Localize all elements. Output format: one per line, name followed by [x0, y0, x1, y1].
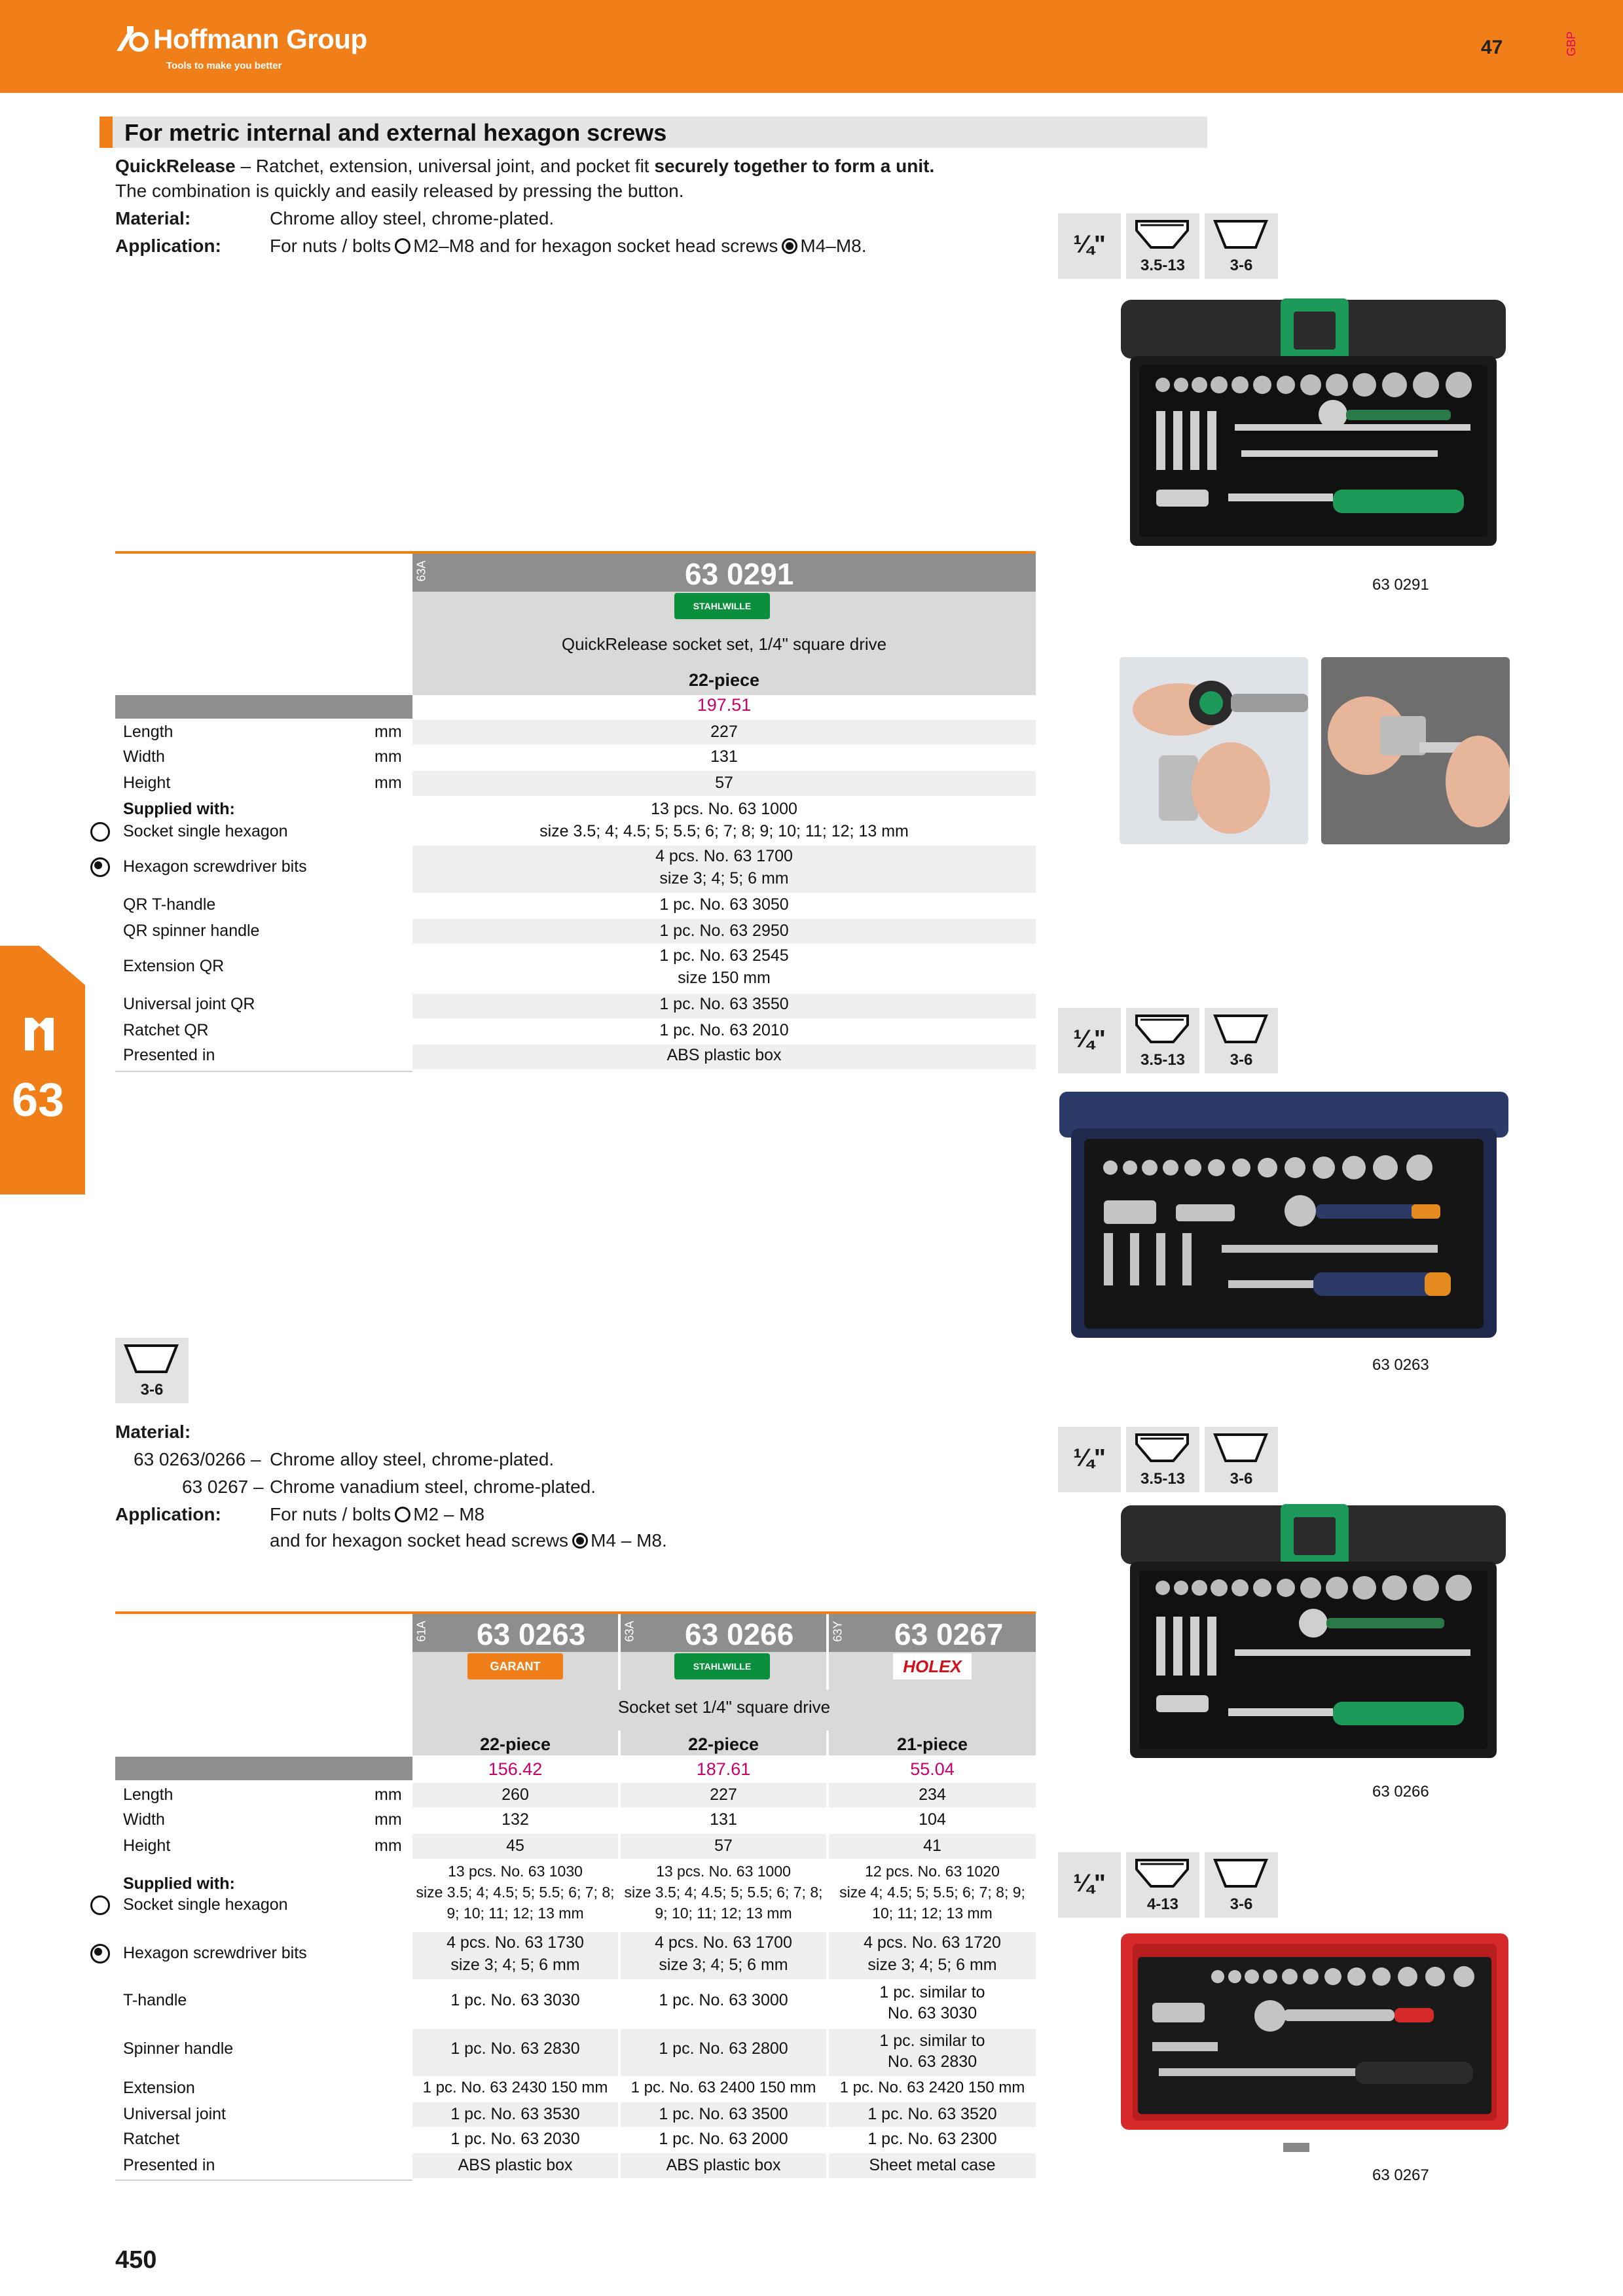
application-mid: M2–M8 and for hexagon socket head screws [413, 236, 778, 256]
application-value [270, 236, 867, 257]
app2-pre: For nuts / bolts [270, 1504, 392, 1524]
application2-label: Application: [115, 1504, 221, 1524]
col3-socket-3: 10; 11; 12; 13 mm [872, 1905, 993, 1922]
col3-ratchet: 1 pc. No. 63 2300 [867, 2130, 997, 2148]
brand-name: Hoffmann Group [153, 24, 367, 54]
col2-bits-1: 4 pcs. No. 63 1700 [655, 1933, 792, 1952]
internal-hex-icon [90, 1944, 110, 1964]
col1-extension: 1 pc. No. 63 2430 150 mm [422, 2079, 608, 2096]
col2-width: 131 [710, 1810, 737, 1829]
table1-code[interactable]: 63 0291 [685, 557, 794, 591]
t2-width-unit: mm [374, 1810, 402, 1829]
bit-range: 3-6 [140, 1381, 164, 1399]
col2-price: 187.61 [696, 1759, 751, 1779]
col2-ratchet: 1 pc. No. 63 2000 [659, 2130, 788, 2148]
bit-hex-icon [1213, 1432, 1269, 1465]
brand-tagline: Tools to make you better [166, 60, 282, 71]
t2-length-label: Length [123, 1785, 173, 1804]
drive-icons-1 [1058, 213, 1283, 279]
hex-range: 3.5-13 [1140, 257, 1186, 274]
height-unit: mm [374, 774, 402, 792]
intro-line-2: The combination is quickly and easily released by pressing the button. [115, 181, 684, 201]
uj-label: Universal joint QR [123, 995, 255, 1013]
socket-value-1: 13 pcs. No. 63 1000 [651, 800, 797, 818]
col1-ujoint: 1 pc. No. 63 3530 [450, 2105, 580, 2123]
table1-bottom-rule [115, 1071, 412, 1072]
application-end: M4–M8. [800, 236, 867, 256]
t2-spinner-label: Spinner handle [123, 2039, 234, 2058]
app2-pre-2: and for hexagon socket head screws [270, 1530, 569, 1551]
t2-bits-label: Hexagon screwdriver bits [123, 1944, 307, 1962]
socket-hex-icon [1134, 1432, 1190, 1465]
external-hex-icon [395, 1507, 410, 1522]
t2-socket-label: Socket single hexagon [123, 1895, 288, 1914]
pres-label: Presented in [123, 1046, 215, 1064]
col3-thandle-1: 1 pc. similar to [879, 1983, 985, 2001]
material2-code-1: 63 0263/0266 – [134, 1449, 261, 1469]
t2-height-label: Height [123, 1837, 171, 1855]
table1-title: QuickRelease socket set, 1/4" square drive [561, 634, 887, 654]
col2-bits-2: size 3; 4; 5; 6 mm [659, 1956, 788, 1974]
col3-code[interactable]: 63 0267 [894, 1617, 1004, 1651]
section-title: For metric internal and external hexagon screws [124, 119, 667, 146]
col3-width: 104 [919, 1810, 946, 1829]
t2-supplied-label: Supplied with: [123, 1874, 235, 1893]
col1-length: 260 [501, 1785, 529, 1804]
t2-length-unit: mm [374, 1785, 402, 1804]
drive-size: ¼" [1073, 1026, 1106, 1053]
col1-vert-code: 61A [414, 1621, 428, 1642]
col1-spinner: 1 pc. No. 63 2830 [450, 2039, 580, 2058]
qrs-label: QR spinner handle [123, 922, 260, 940]
usage-photo-ratchet [1120, 657, 1308, 844]
col1-socket-1: 13 pcs. No. 63 1030 [448, 1863, 583, 1880]
supplied-label: Supplied with: [123, 800, 235, 818]
col1-bits-1: 4 pcs. No. 63 1730 [447, 1933, 584, 1952]
material-label: Material: [115, 208, 191, 228]
external-hex-icon [90, 1895, 110, 1915]
bits-value-2: size 3; 4; 5; 6 mm [659, 869, 789, 888]
bit-range: 3-6 [1230, 1470, 1253, 1488]
drive-icons-3 [1058, 1427, 1283, 1492]
col2-pieces: 22-piece [687, 1734, 759, 1754]
table2-title: Socket set 1/4" square drive [617, 1697, 831, 1717]
bits-label: Hexagon screwdriver bits [123, 857, 307, 876]
col2-ujoint: 1 pc. No. 63 3500 [659, 2105, 788, 2123]
width-label: Width [123, 747, 165, 766]
col2-code[interactable]: 63 0266 [685, 1617, 794, 1651]
t2-ratchet-label: Ratchet [123, 2130, 180, 2148]
bit-hex-icon [1213, 1857, 1269, 1890]
socket-value-2: size 3.5; 4; 4.5; 5; 5.5; 6; 7; 8; 9; 10; 11; 12; 13 mm [539, 822, 909, 840]
col3-pieces: 21-piece [896, 1734, 968, 1754]
intro-rest: – Ratchet, extension, universal joint, and pocket fit [235, 156, 655, 176]
drive-size: ¼" [1073, 231, 1106, 259]
col1-height: 45 [506, 1837, 524, 1855]
col2-length: 227 [710, 1785, 737, 1804]
app2-end: M2 – M8 [413, 1504, 485, 1524]
usage-photo-extension [1321, 657, 1510, 844]
bit-hex-icon [123, 1343, 179, 1376]
external-hex-icon [395, 238, 410, 254]
col2-socket-2: size 3.5; 4; 4.5; 5; 5.5; 6; 7; 8; [624, 1884, 823, 1901]
col3-socket-2: size 4; 4.5; 5; 5.5; 6; 7; 8; 9; [839, 1884, 1025, 1901]
product-photo-630291[interactable] [1117, 293, 1510, 555]
col3-brand-logo: HOLEX [893, 1653, 972, 1679]
page-number-top: 47 [1481, 37, 1503, 58]
table1-left-bar [115, 695, 412, 719]
col2-socket-3: 9; 10; 11; 12; 13 mm [655, 1905, 792, 1922]
col1-price: 156.42 [488, 1759, 543, 1779]
width-unit: mm [374, 747, 402, 766]
photo-caption-1: 63 0291 [1372, 576, 1429, 594]
drive-size: ¼" [1073, 1870, 1106, 1897]
socket-hex-icon [1134, 1857, 1190, 1890]
qrs-value: 1 pc. No. 63 2950 [659, 922, 789, 940]
internal-hex-icon [572, 1533, 588, 1549]
internal-hex-icon [90, 857, 110, 877]
width-value: 131 [710, 747, 738, 766]
table1-vert-code: 63A [414, 560, 428, 582]
internal-hex-icon [782, 238, 797, 254]
length-unit: mm [374, 723, 402, 741]
length-value: 227 [710, 723, 738, 741]
app2-end-2: M4 – M8. [591, 1530, 667, 1551]
hex-range: 4-13 [1146, 1895, 1179, 1913]
col3-height: 41 [923, 1837, 941, 1855]
photo-caption-2: 63 0263 [1372, 1356, 1429, 1374]
uj-value: 1 pc. No. 63 3550 [659, 995, 789, 1013]
material2-value-1: Chrome alloy steel, chrome-plated. [270, 1449, 555, 1469]
col2-height: 57 [714, 1837, 733, 1855]
hoffmann-logo-icon [115, 24, 155, 52]
bit-range: 3-6 [1230, 1051, 1253, 1069]
table1-pieces: 22-piece [688, 670, 760, 690]
col3-thandle-2: No. 63 3030 [887, 2004, 977, 2022]
col1-thandle: 1 pc. No. 63 3030 [450, 1991, 580, 2009]
section-title-bar [100, 117, 1207, 148]
col3-vert-code: 63Y [831, 1621, 845, 1642]
page-number: 450 [115, 2246, 157, 2274]
col3-length: 234 [919, 1785, 946, 1804]
col3-presented: Sheet metal case [869, 2156, 996, 2174]
t2-thandle-label: T-handle [123, 1991, 187, 2009]
col3-spinner-1: 1 pc. similar to [879, 2032, 985, 2050]
col2-brand-logo: STAHLWILLE [674, 1653, 770, 1679]
material2-value-2: Chrome vanadium steel, chrome-plated. [270, 1477, 596, 1497]
photo-caption-3: 63 0266 [1372, 1783, 1429, 1801]
col2-spinner: 1 pc. No. 63 2800 [659, 2039, 788, 2058]
length-label: Length [123, 723, 173, 741]
product-photo-630266[interactable] [1117, 1499, 1510, 1767]
t2-extension-label: Extension [123, 2079, 195, 2097]
col1-bits-2: size 3; 4; 5; 6 mm [450, 1956, 580, 1974]
col3-spinner-2: No. 63 2830 [887, 2053, 977, 2071]
t2-width-label: Width [123, 1810, 165, 1829]
socket-hex-icon [1134, 1013, 1190, 1046]
pres-value: ABS plastic box [666, 1046, 782, 1064]
col1-socket-3: 9; 10; 11; 12; 13 mm [447, 1905, 584, 1922]
intro-bold: QuickRelease [115, 156, 236, 176]
col1-socket-2: size 3.5; 4; 4.5; 5; 5.5; 6; 7; 8; [416, 1884, 615, 1901]
col2-socket-1: 13 pcs. No. 63 1000 [656, 1863, 791, 1880]
col3-price: 55.04 [910, 1759, 955, 1779]
external-hex-icon [90, 822, 110, 842]
col3-bits-1: 4 pcs. No. 63 1720 [864, 1933, 1001, 1952]
table2-bottom-rule [115, 2179, 412, 2181]
chapter-tab [0, 946, 85, 1194]
bit-icon-section2 [115, 1338, 189, 1403]
application2-line-2 [270, 1530, 667, 1551]
col1-width: 132 [501, 1810, 529, 1829]
table2-left-bar [115, 1757, 412, 1780]
qrt-value: 1 pc. No. 63 3050 [659, 895, 789, 914]
drive-size: ¼" [1073, 1444, 1106, 1472]
currency-label: GBP [1565, 31, 1578, 56]
col1-ratchet: 1 pc. No. 63 2030 [450, 2130, 580, 2148]
height-label: Height [123, 774, 171, 792]
ext-value-1: 1 pc. No. 63 2545 [659, 946, 789, 965]
rat-value: 1 pc. No. 63 2010 [659, 1021, 789, 1039]
product-photo-630267[interactable] [1120, 1931, 1510, 2166]
bit-hex-icon [1213, 1013, 1269, 1046]
col2-extension: 1 pc. No. 63 2400 150 mm [630, 2079, 816, 2096]
intro-line-1 [115, 156, 934, 177]
ext-value-2: size 150 mm [678, 969, 771, 987]
application-pre: For nuts / bolts [270, 236, 392, 256]
col2-vert-code: 63A [623, 1621, 636, 1642]
col3-bits-2: size 3; 4; 5; 6 mm [867, 1956, 997, 1974]
col1-code[interactable]: 63 0263 [477, 1617, 586, 1651]
col1-brand-logo: GARANT [467, 1653, 563, 1679]
qrt-label: QR T-handle [123, 895, 216, 914]
col3-socket-1: 12 pcs. No. 63 1020 [865, 1863, 1000, 1880]
col1-pieces: 22-piece [479, 1734, 551, 1754]
socket-label: Socket single hexagon [123, 822, 288, 840]
bit-range: 3-6 [1230, 1895, 1253, 1913]
material2-label: Material: [115, 1422, 191, 1442]
t2-height-unit: mm [374, 1837, 402, 1855]
col2-presented: ABS plastic box [666, 2156, 781, 2174]
table1-price: 197.51 [697, 695, 752, 715]
intro-bold-2: securely together to form a unit. [654, 156, 935, 176]
hex-range: 3.5-13 [1140, 1470, 1186, 1488]
bit-range: 3-6 [1230, 257, 1253, 274]
application-label: Application: [115, 236, 221, 256]
bit-hex-icon [1213, 219, 1269, 251]
drive-icons-4 [1058, 1852, 1283, 1918]
col1-presented: ABS plastic box [458, 2156, 573, 2174]
material2-code-2: 63 0267 – [182, 1477, 264, 1497]
hex-range: 3.5-13 [1140, 1051, 1186, 1069]
rat-label: Ratchet QR [123, 1021, 209, 1039]
t2-ujoint-label: Universal joint [123, 2105, 227, 2123]
t2-presented-label: Presented in [123, 2156, 215, 2174]
socket-hex-icon [1134, 219, 1190, 251]
col3-ujoint: 1 pc. No. 63 3520 [867, 2105, 997, 2123]
ext-label: Extension QR [123, 957, 225, 975]
col3-extension: 1 pc. No. 63 2420 150 mm [839, 2079, 1025, 2096]
material-value: Chrome alloy steel, chrome-plated. [270, 208, 555, 228]
drive-icons-2 [1058, 1008, 1283, 1073]
table1-brand-logo: STAHLWILLE [674, 593, 770, 619]
chapter-number: 63 [12, 1074, 65, 1126]
col2-thandle: 1 pc. No. 63 3000 [659, 1991, 788, 2009]
height-value: 57 [715, 774, 733, 792]
application2-line-1 [270, 1504, 484, 1525]
product-photo-630263[interactable] [1058, 1089, 1510, 1344]
photo-caption-4: 63 0267 [1372, 2166, 1429, 2184]
bits-value-1: 4 pcs. No. 63 1700 [655, 847, 793, 865]
